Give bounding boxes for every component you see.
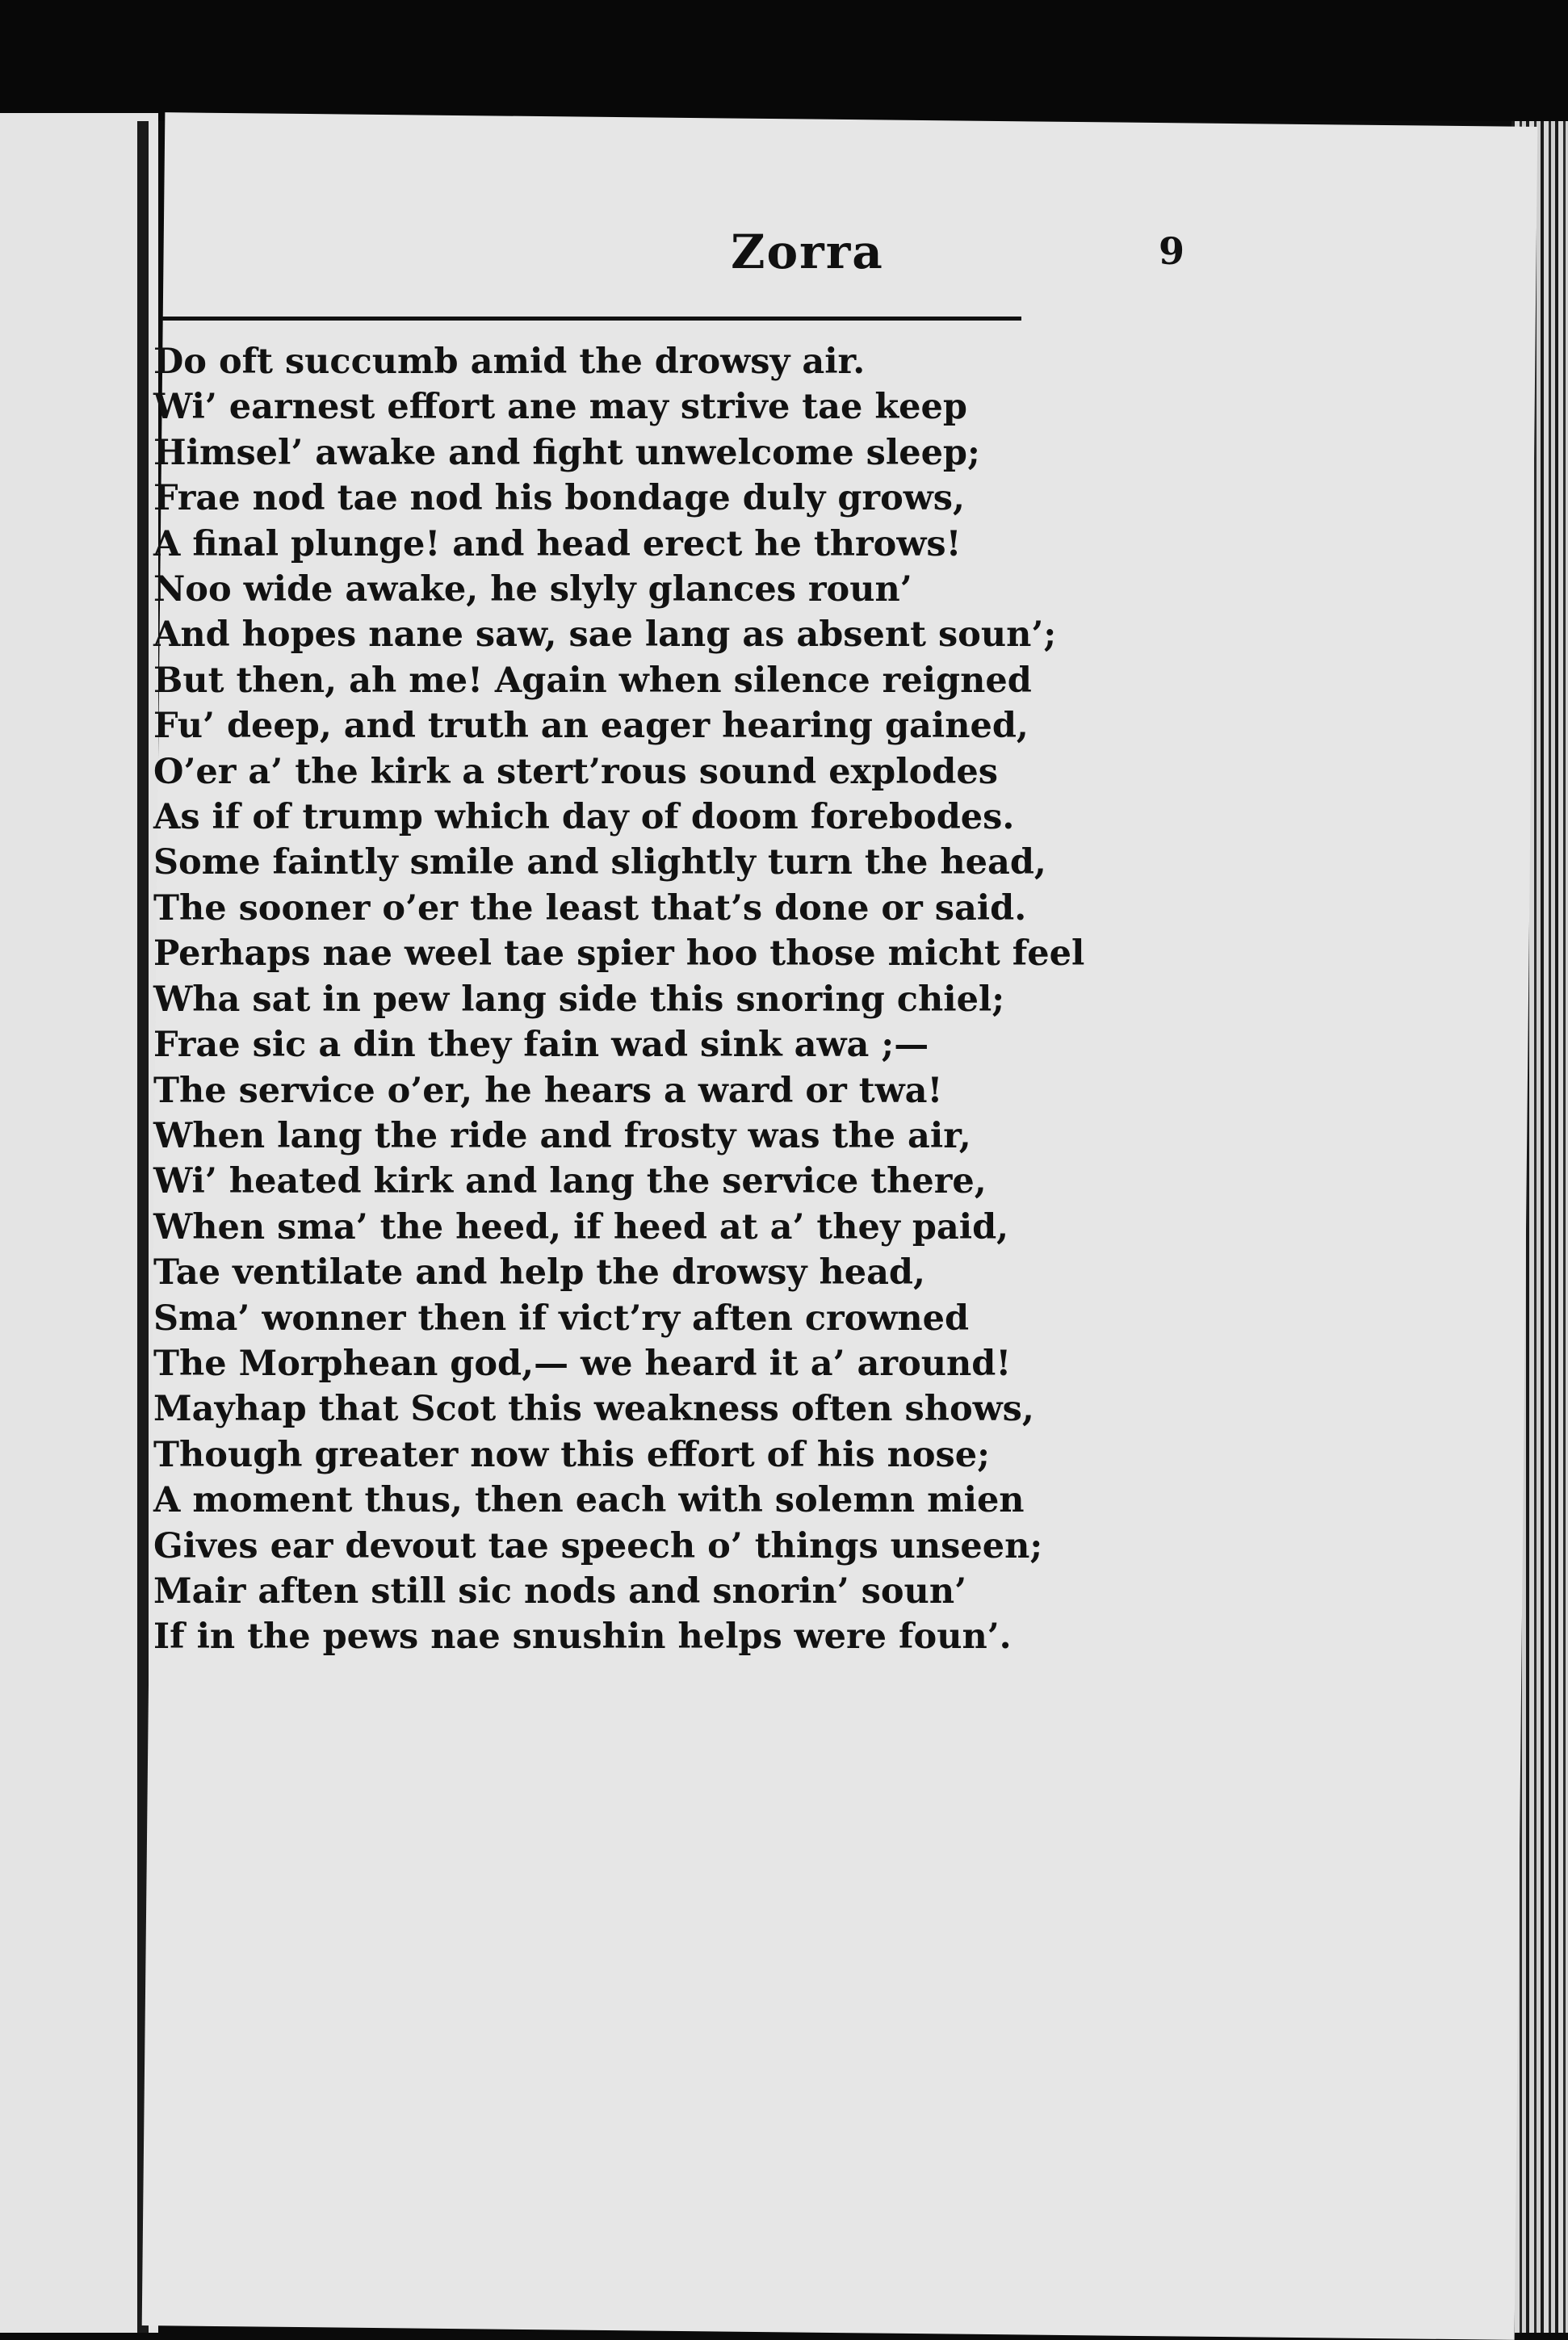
verse-line: A final plunge! and head erect he throws! [153,523,962,564]
verse-line: Perhaps nae weel tae spier hoo those micht feel [153,933,1085,975]
verse-line: Though greater now this effort of his nose; [153,1434,990,1475]
verse-line: The sooner o’er the least that’s done or said. [153,887,1027,929]
verse-line: As if of trump which day of doom forebodes. [153,797,1015,838]
verse-line: Frae sic a din they fain wad sink awa ;— [153,1025,929,1066]
verse-line: Do oft succumb amid the drowsy air. [153,342,866,382]
verse-line: The service o’er, he hears a ward or twa! [153,1070,943,1111]
verse-line: Tae ventilate and help the drowsy head, [153,1252,925,1294]
page-number: 9 [1159,229,1185,273]
verse-line: When sma’ the heed, if heed at a’ they paid, [153,1206,1009,1248]
verse-line: And hopes nane saw, sae lang as absent soun’; [153,614,1057,656]
verse-line: When lang the ride and frosty was the air, [153,1115,971,1156]
verse-line: Noo wide awake, he slyly glances roun’ [153,569,912,610]
verse-line: Wi’ earnest effort ane may strive tae keep [153,387,967,428]
verse-line: But then, ah me! Again when silence reigned [153,660,1032,701]
header-rule [161,317,1021,321]
verse-line: Wi’ heated kirk and lang the service there, [153,1161,987,1202]
verse-line: Himsel’ awake and fight unwelcome sleep; [153,432,980,473]
verse-line: Sma’ wonner then if vict’ry aften crowned [153,1298,970,1339]
scan-background [0,0,1568,121]
verse-line: Mair aften still sic nods and snorin’ soun’ [153,1570,967,1612]
verse-line: Some faintly smile and slightly turn the head, [153,842,1046,883]
verse-line: Fu’ deep, and truth an eager hearing gained, [153,706,1029,747]
verse-line: Wha sat in pew lang side this snoring chiel; [153,979,1005,1020]
running-header [161,224,1195,313]
verse-line: Mayhap that Scot this weakness often shows, [153,1389,1034,1430]
verse-line: Frae nod tae nod his bondage duly grows, [153,478,965,519]
facing-page-edge [0,113,158,2333]
verse-line: A moment thus, then each with solemn mien [153,1480,1025,1521]
verse-line: O’er a’ the kirk a stert’rous sound explodes [153,751,998,792]
verse-line: Gives ear devout tae speech o’ things unseen; [153,1525,1043,1566]
verse-line: If in the pews nae snushin helps were foun’. [153,1617,1012,1658]
verse-line: The Morphean god,— we heard it a’ around! [153,1343,1012,1384]
running-title: Zorra [731,224,884,279]
poem-verse [153,339,1187,1660]
